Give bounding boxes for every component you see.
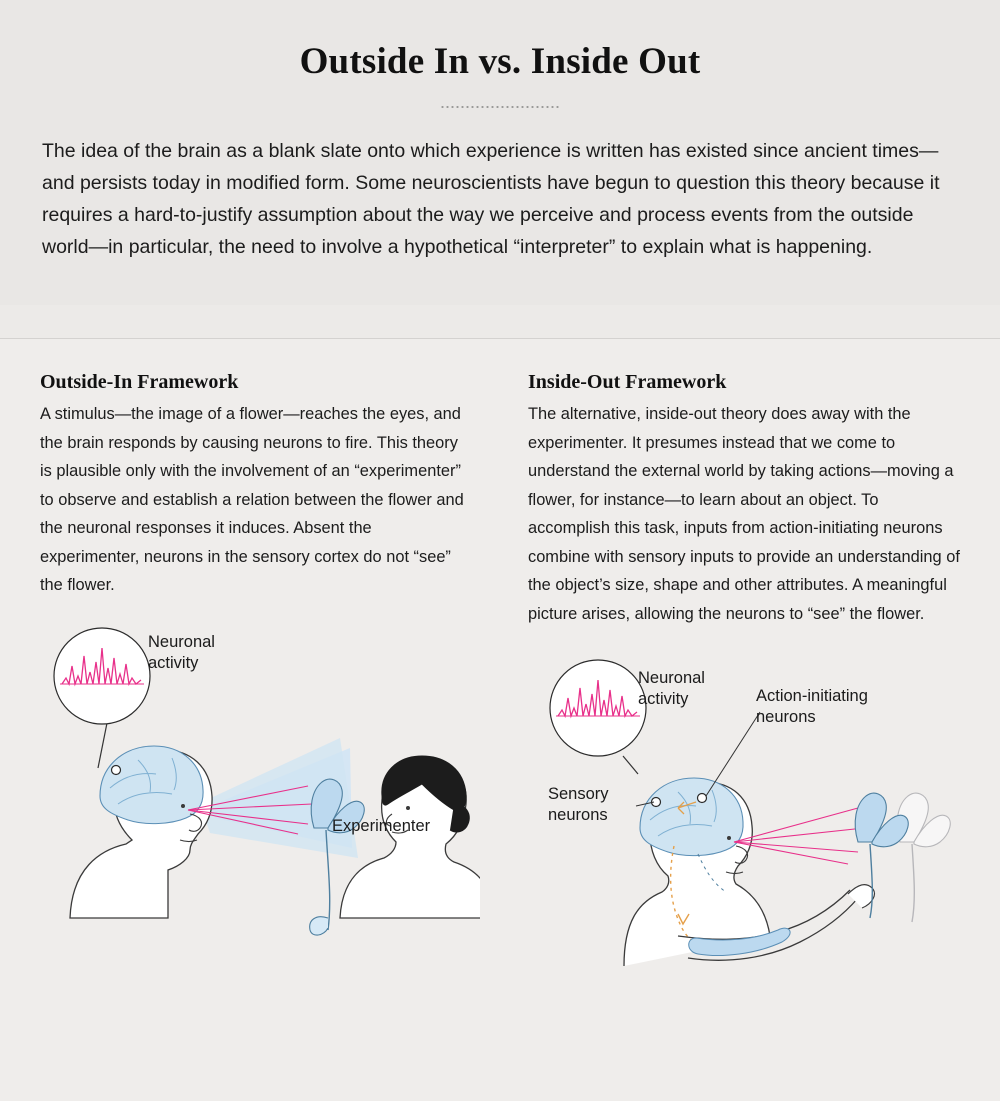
figure-outside-in [40,618,470,978]
label-neuronal-activity-right: Neuronal activity [638,669,705,708]
body-outside-in: A stimulus—the image of a flower—reaches the eyes, and the brain responds by causing neurons to fire. This theory is plausible only with the involvement of an “experimenter” to observe and establish a relation between the flower and the neuronal responses it induces. Absent the experimenter, neurons in the sensory cortex do not “see” the flower. [40,405,464,594]
label-sensory-neurons: Sensory neurons [548,785,609,824]
callout-line-right [623,756,638,774]
brain-right [640,778,743,856]
brain-left [100,746,203,824]
body-inside-out: The alternative, inside-out theory does away with the experimenter. It presumes instead that we come to understand the external world by taking actions—moving a flower, for instance—to learn about an object. To accomplish this task, inputs from action-initiating neurons combine with sensory inputs to provide an understanding of the object’s size, shape and other attributes. A meaningful picture arises, allowing the neurons to “see” the flower. [528,405,960,623]
sensory-neuron-node-left [112,765,121,774]
header [0,0,1000,305]
eye-left [181,804,185,808]
eye-right [727,836,731,840]
column-inside-out [500,339,1000,1101]
label-action-initiating-neurons: Action-initiating neurons [756,687,868,726]
flower-ghost [897,793,950,922]
label-neuronal-activity-left: Neuronal activity [148,632,215,672]
pointer-action [706,712,760,796]
outside-in-illustration [40,618,480,978]
neuronal-activity-inset-right [550,660,646,756]
columns-container [0,339,1000,1101]
action-neuron-node-right [698,794,707,803]
light-rays-right [734,808,864,864]
figure-inside-out [528,646,960,976]
column-outside-in [0,339,500,1101]
callout-line-left [98,718,108,768]
label-experimenter: Experimenter [332,816,431,835]
subhead-inside-out: Inside-Out Framework [528,371,727,393]
subhead-outside-in: Outside-In Framework [40,371,239,393]
deck-paragraph: The idea of the brain as a blank slate onto which experience is written has existed since ancient times—and persists today in modified form. Some neuroscientists have begun to question this theory because it requires a hard-to-justify assumption about the way we perceive and process events from the outside world—in particular, the need to involve a hypothetical “interpreter” to explain what is happening. [42,140,940,258]
experimenter-figure [340,756,480,918]
dotted-rule-divider [440,105,560,109]
page-title: Outside In vs. Inside Out [299,41,701,82]
neuronal-activity-inset [54,628,150,724]
